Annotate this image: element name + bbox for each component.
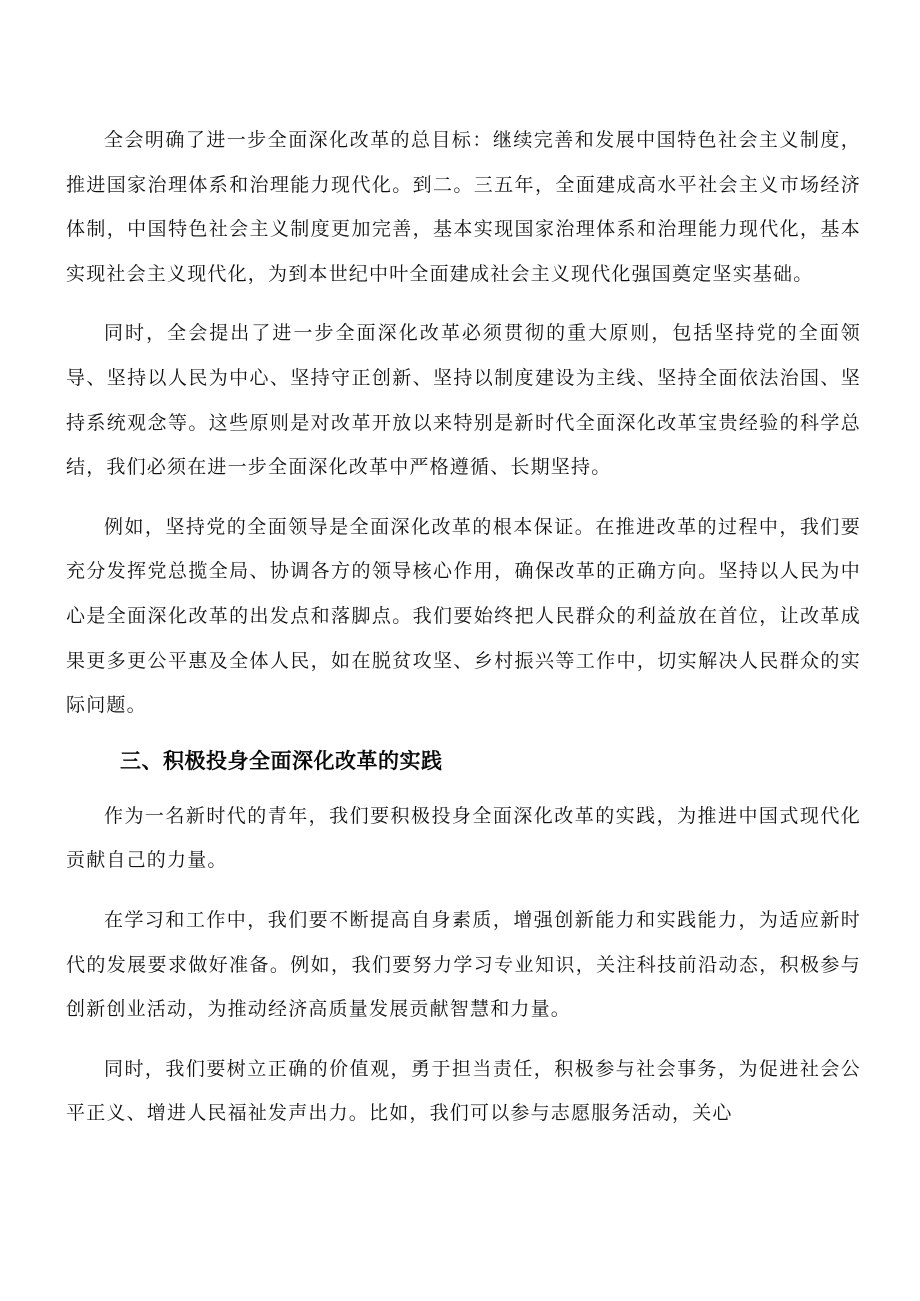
paragraph-spacer (66, 786, 861, 794)
paragraph-spacer (66, 883, 861, 898)
paragraph-values-responsibility: 同时，我们要树立正确的价值观，勇于担当责任，积极参与社会事务，为促进社会公平正义、增进人民福祉发声出力。比如，我们可以参与志愿服务活动，关心 (66, 1057, 861, 1125)
paragraph-example-leadership: 例如，坚持党的全面领导是全面深化改革的根本保证。在推进改革的过程中，我们要充分发挥党总揽全局、协调各方的领导核心作用，确保改革的正确方向。坚持以人民为中心是全面深化改革的出发点和落脚点。我们要始终把人民群众的利益放在首位，让改革成果更多更公平惠及全体人民，如在脱贫攻坚、乡村振兴等工作中，切实解决人民群众的实际问题。 (66, 515, 861, 717)
paragraph-major-principles: 同时，全会提出了进一步全面深化改革必须贯彻的重大原则，包括坚持党的全面领导、坚持以人民为中心、坚持守正创新、坚持以制度建设为主线、坚持全面依法治国、坚持系统观念等。这些原则是对改革开放以来特别是新时代全面深化改革宝贵经验的科学总结，我们必须在进一步全面深化改革中严格遵循、长期坚持。 (66, 322, 861, 479)
paragraph-overall-goal: 全会明确了进一步全面深化改革的总目标：继续完善和发展中国特色社会主义制度，推进国家治理体系和治理能力现代化。到二。三五年，全面建成高水平社会主义市场经济体制，中国特色社会主义制度更加完善，基本实现国家治理体系和治理能力现代化，基本实现社会主义现代化，为到本世纪中叶全面建成社会主义现代化强国奠定坚实基础。 (66, 129, 861, 285)
section-heading: 三、积极投身全面深化改革的实践 (120, 748, 443, 773)
paragraph-study-work: 在学习和工作中，我们要不断提高自身素质，增强创新能力和实践能力，为适应新时代的发展要求做好准备。例如，我们要努力学习专业知识，关注科技前沿动态，积极参与创新创业活动，为推动经济高质量发展贡献智慧和力量。 (66, 908, 861, 1021)
paragraph-spacer (66, 1032, 861, 1047)
paragraph-spacer (66, 728, 861, 736)
document-body (66, 118, 861, 1136)
paragraph-spacer (66, 490, 861, 505)
paragraph-youth-practice: 作为一名新时代的青年，我们要积极投身全面深化改革的实践，为推进中国式现代化贡献自己的力量。 (66, 804, 861, 872)
paragraph-spacer (66, 296, 861, 311)
